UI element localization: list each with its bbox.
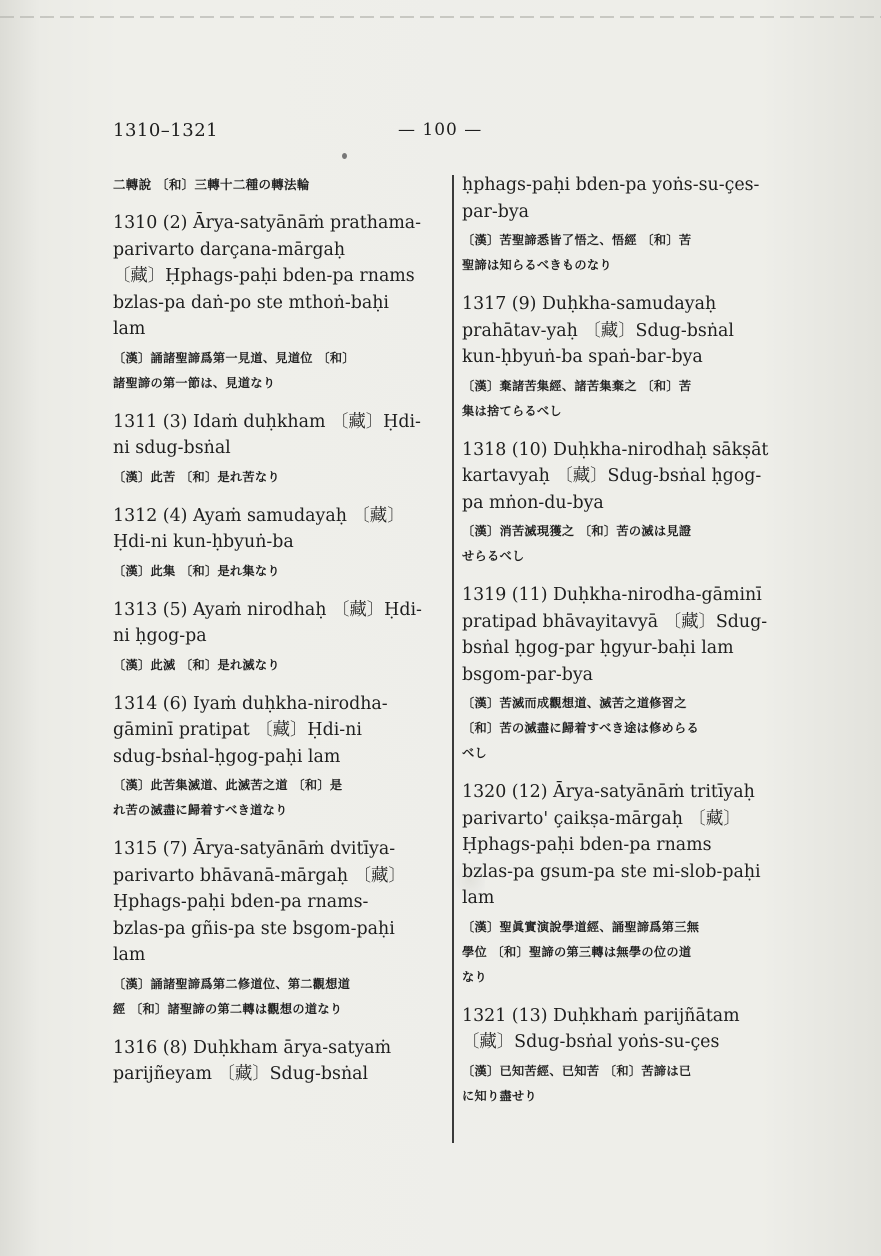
- entry-1319: [462, 582, 792, 766]
- entry-1318: [462, 437, 792, 570]
- entry-text: 1320 (12) Ārya-satyānāṁ tritīyaḥ parivarto' çaikṣa-mārgaḥ 〔藏〕 Ḥphags-paḥi bden-pa rnams bzlas-pa gsum-pa ste mi-slob-paḥi lam: [462, 782, 761, 908]
- entry-text: ḥphags-paḥi bden-pa yoṅs-su-çes- par-bya: [462, 175, 760, 222]
- page-number: — 100 —: [398, 120, 483, 140]
- entry-1312: [113, 503, 438, 584]
- entry-1311: [113, 409, 438, 490]
- entry-text: 1316 (8) Duḥkham ārya-satyaṁ parijñeyam 〔藏〕Sdug-bsṅal: [113, 1037, 392, 1084]
- entry-text: 1318 (10) Duḥkha-nirodhaḥ sākṣāt kartavyaḥ 〔藏〕Sdug-bsṅal ḥgog- pa mṅon-du-bya: [462, 439, 769, 513]
- entry-text: 1310 (2) Ārya-satyānāṁ prathama- parivarto darçana-mārgaḥ 〔藏〕Ḥphags-paḥi bden-pa rnams bzlas-pa daṅ-po ste mthoṅ-baḥi lam: [113, 213, 422, 339]
- entry-text: 1319 (11) Duḥkha-nirodha-gāminī pratipad bhāvayitavyā 〔藏〕Sdug- bsṅal ḥgog-par ḥgyur-baḥi lam bsgom-par-bya: [462, 585, 768, 685]
- entry-gloss: 〔漢〕此集 〔和〕是れ集なり: [113, 563, 280, 578]
- scan-edge: [0, 16, 881, 18]
- entry-gloss: 〔漢〕此苦集滅道、此滅苦之道 〔和〕是 れ苦の滅盡に歸着すべき道なり: [113, 778, 343, 817]
- entry-1320: [462, 779, 792, 990]
- entry-gloss: 〔漢〕誦諸聖諦爲第一見道、見道位 〔和〕 諸聖諦の第一節は、見道なり: [113, 350, 355, 390]
- entry-1321: [462, 1003, 792, 1109]
- column-divider: [452, 175, 454, 1143]
- entry-1316-cont: [462, 172, 792, 278]
- entry-text: 1314 (6) Iyaṁ duḥkha-nirodha- gāminī pratipat 〔藏〕Ḥdi-ni sdug-bsṅal-ḥgog-paḥi lam: [113, 693, 388, 767]
- entry-gloss: 〔漢〕棄諸苦集經、諸苦集棄之 〔和〕苦 集は捨てらるべし: [462, 378, 692, 418]
- entry-1313: [113, 597, 438, 678]
- entry-range: 1310–1321: [113, 120, 219, 141]
- entry-gloss: 〔漢〕此滅 〔和〕是れ滅なり: [113, 657, 280, 672]
- entry-text: 1313 (5) Ayaṁ nirodhaḥ 〔藏〕Ḥdi- ni ḥgog-pa: [113, 599, 422, 646]
- left-column: [113, 172, 438, 1101]
- entry-text: 1311 (3) Idaṁ duḥkham 〔藏〕Ḥdi- ni sdug-bsṅal: [113, 411, 421, 458]
- entry-gloss: 〔漢〕苦聖諦悉皆了悟之、悟經 〔和〕苦 聖諦は知らるべきものなり: [462, 233, 692, 272]
- entry-1315: [113, 836, 438, 1022]
- entry-gloss: 〔漢〕聖眞實演說學道經、誦聖諦爲第三無 學位 〔和〕聖諦の第三轉は無學の位の道 なり: [462, 919, 700, 984]
- entry-gloss: 〔漢〕已知苦經、已知苦 〔和〕苦諦は已 に知り盡せり: [462, 1063, 692, 1103]
- entry-gloss: 〔漢〕誦諸聖諦爲第二修道位、第二觀想道 經 〔和〕諸聖諦の第二轉は觀想の道なり: [113, 976, 351, 1016]
- entry-gloss: 〔漢〕苦滅而成觀想道、滅苦之道修習之 〔和〕苦の滅盡に歸着すべき途は修めらる べし: [462, 696, 700, 760]
- entry-text: 1317 (9) Duḥkha-samudayaḥ prahātav-yaḥ 〔藏〕Sdug-bsṅal kun-ḥbyuṅ-ba spaṅ-bar-bya: [462, 294, 734, 367]
- entry-gloss: 〔漢〕此苦 〔和〕是れ苦なり: [113, 469, 280, 484]
- entry-1314: [113, 691, 438, 824]
- entry-1310: [113, 210, 438, 396]
- entry-text: 1315 (7) Ārya-satyānāṁ dvitīya- parivarto bhāvanā-mārgaḥ 〔藏〕 Ḥphags-paḥi bden-pa rnams- bzlas-pa gñis-pa ste bsgom-paḥi lam: [113, 839, 406, 965]
- entry-gloss: 〔漢〕消苦滅現獲之 〔和〕苦の滅は見證 せらるべし: [462, 524, 692, 563]
- entry-1316: [113, 1035, 438, 1088]
- entry-1317: [462, 291, 792, 424]
- entry-text: 1312 (4) Ayaṁ samudayaḥ 〔藏〕 Ḥdi-ni kun-ḥbyuṅ-ba: [113, 505, 405, 552]
- ink-speck: [342, 153, 347, 159]
- entry-text: 1321 (13) Duḥkhaṁ parijñātam 〔藏〕Sdug-bsṅal yoṅs-su-çes: [462, 1005, 740, 1052]
- right-column: [462, 172, 792, 1122]
- section-heading: 二轉說 〔和〕三轉十二種の轉法輪: [113, 177, 310, 192]
